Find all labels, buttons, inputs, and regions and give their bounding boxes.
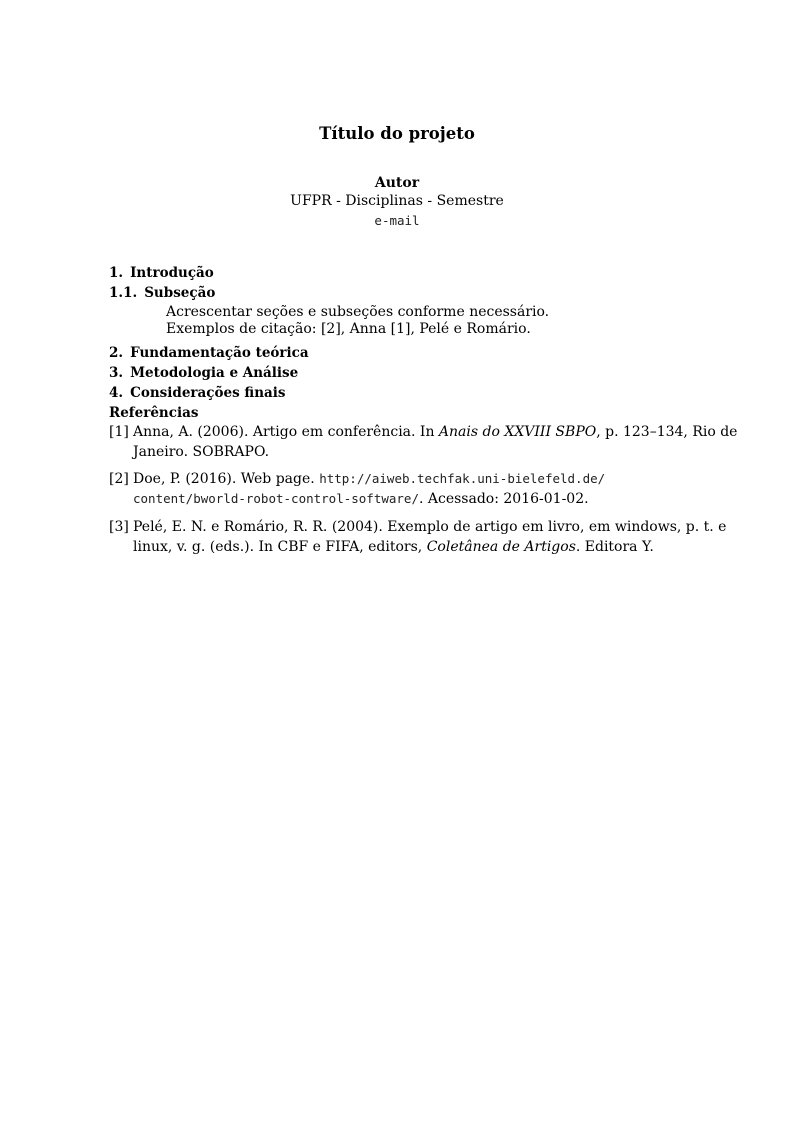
section-number: 1. xyxy=(109,265,124,281)
section-title: Metodologia e Análise xyxy=(130,365,299,381)
reference-label: [2] xyxy=(109,471,129,487)
reference-line xyxy=(133,537,687,557)
subsection-text-line: Acrescentar seções e subseções conforme necessário. xyxy=(166,304,550,320)
subsection-text-line: Exemplos de citação: [2], Anna [1], Pelé e Romário. xyxy=(166,321,531,337)
reference-venue: Anais do XXVIII SBPO xyxy=(438,424,597,440)
reference-url[interactable]: content/bworld-robot-control-software/ xyxy=(133,491,419,506)
section-title: Considerações finais xyxy=(130,385,286,401)
section-title: Subseção xyxy=(144,285,216,301)
reference-text: Anna, A. (2006). Artigo em conferência. In xyxy=(133,424,439,440)
reference-text: linux, v. g. (eds.). In CBF e FIFA, editors, xyxy=(133,539,427,555)
reference-item xyxy=(109,422,738,462)
section-number: 1.1. xyxy=(109,285,138,301)
reference-line xyxy=(133,489,687,509)
document-title: Título do projeto xyxy=(319,124,475,143)
section-number: 2. xyxy=(109,345,124,361)
reference-label: [1] xyxy=(109,424,129,440)
section-heading-fundamentacao xyxy=(109,345,309,361)
section-heading-introducao xyxy=(109,265,214,281)
reference-text: , p. 123–134, Rio de xyxy=(596,424,738,440)
section-heading-metodologia xyxy=(109,365,298,381)
reference-item xyxy=(109,469,687,509)
reference-text: . Acessado: 2016-01-02. xyxy=(418,491,589,507)
section-number: 3. xyxy=(109,365,124,381)
reference-line: Pelé, E. N. e Romário, R. R. (2004). Exemplo de artigo em livro, em windows, p. t. e xyxy=(133,519,727,535)
section-number: 4. xyxy=(109,385,124,401)
author-email: e-mail xyxy=(374,213,420,228)
subsection-heading xyxy=(109,285,215,301)
section-title: Fundamentação teórica xyxy=(130,345,309,361)
reference-text: Doe, P. (2016). Web page. xyxy=(133,471,320,487)
reference-line: Janeiro. SOBRAPO. xyxy=(133,444,270,460)
reference-label: [3] xyxy=(109,519,129,535)
author-name: Autor xyxy=(374,175,420,191)
author-affiliation: UFPR - Disciplinas - Semestre xyxy=(290,193,504,209)
reference-line xyxy=(133,469,687,489)
reference-item xyxy=(109,517,727,557)
references-heading: Referências xyxy=(109,405,199,421)
section-title: Introdução xyxy=(130,265,214,281)
reference-book-title: Coletânea de Artigos xyxy=(426,539,576,555)
reference-text: . Editora Y. xyxy=(575,539,654,555)
section-heading-consideracoes xyxy=(109,385,286,401)
reference-line xyxy=(133,422,738,442)
reference-url[interactable]: http://aiweb.techfak.uni-bielefeld.de/ xyxy=(319,471,606,486)
